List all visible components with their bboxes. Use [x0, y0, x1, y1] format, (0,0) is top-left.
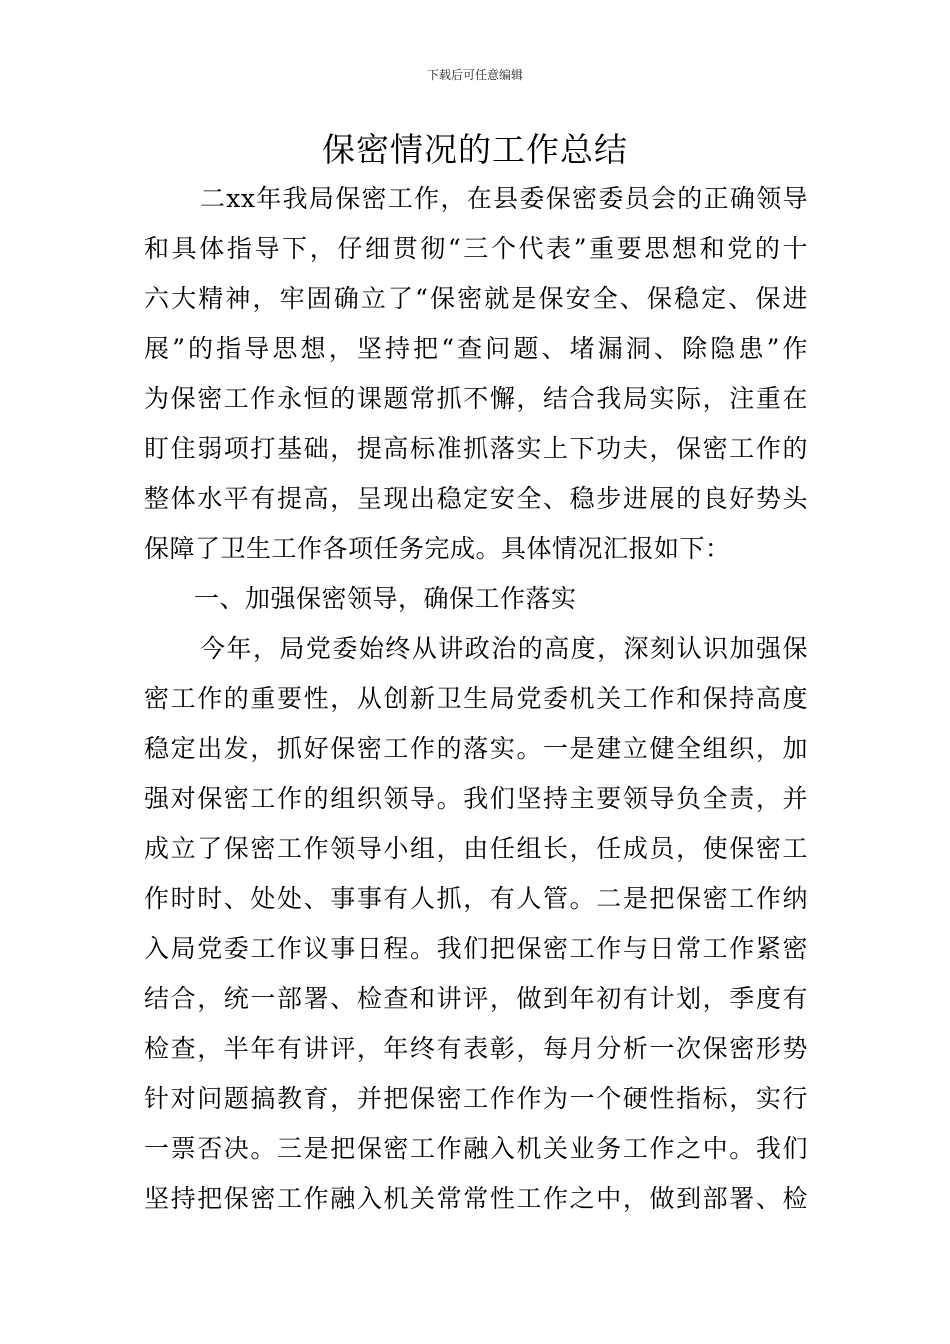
paragraph-line: 一票否决。三是把保密工作融入机关业务工作之中。我们: [144, 1134, 808, 1163]
paragraph-line: 作时时、处处、事事有人抓，有人管。二是把保密工作纳: [144, 884, 808, 913]
paragraph-line: 成立了保密工作领导小组，由任组长，任成员，使保密工: [144, 834, 808, 863]
paragraph-line: 展”的指导思想，坚持把“查问题、堵漏洞、除隐患”作: [144, 334, 808, 363]
paragraph-line: 坚持把保密工作融入机关常常性工作之中，做到部署、检: [144, 1184, 808, 1213]
paragraph-line: 盯住弱项打基础，提高标准抓落实上下功夫，保密工作的: [144, 434, 808, 463]
paragraph-line: 结合，统一部署、检查和讲评，做到年初有计划，季度有: [144, 984, 808, 1013]
paragraph-line: 入局党委工作议事日程。我们把保密工作与日常工作紧密: [144, 934, 808, 963]
paragraph-line: 六大精神，牢固确立了“保密就是保安全、保稳定、保进: [144, 284, 808, 313]
paragraph-line: 保障了卫生工作各项任务完成。具体情况汇报如下：: [144, 534, 731, 563]
paragraph-line: 检查，半年有讲评，年终有表彰，每月分析一次保密形势: [144, 1034, 808, 1063]
paragraph-line: 针对问题搞教育，并把保密工作作为一个硬性指标，实行: [144, 1084, 808, 1113]
paragraph-line: 稳定出发，抓好保密工作的落实。一是建立健全组织，加: [144, 734, 808, 763]
document-body: [144, 174, 808, 1224]
paragraph-line: 整体水平有提高，呈现出稳定安全、稳步进展的良好势头: [144, 484, 808, 513]
paragraph-line: 今年，局党委始终从讲政治的高度，深刻认识加强保: [200, 634, 808, 663]
paragraph-line: 密工作的重要性，从创新卫生局党委机关工作和保持高度: [144, 684, 808, 713]
header-note: 下载后可任意编辑: [426, 68, 523, 82]
section-heading: 一、加强保密领导，确保工作落实: [194, 584, 577, 613]
paragraph-line: 强对保密工作的组织领导。我们坚持主要领导负全责，并: [144, 784, 808, 813]
paragraph-line: 为保密工作永恒的课题常抓不懈，结合我局实际，注重在: [144, 384, 808, 413]
paragraph-line: 二xx年我局保密工作，在县委保密委员会的正确领导: [200, 184, 808, 213]
paragraph-line: 和具体指导下，仔细贯彻“三个代表”重要思想和党的十: [144, 234, 808, 263]
document-title: 保密情况的工作总结: [322, 130, 628, 169]
